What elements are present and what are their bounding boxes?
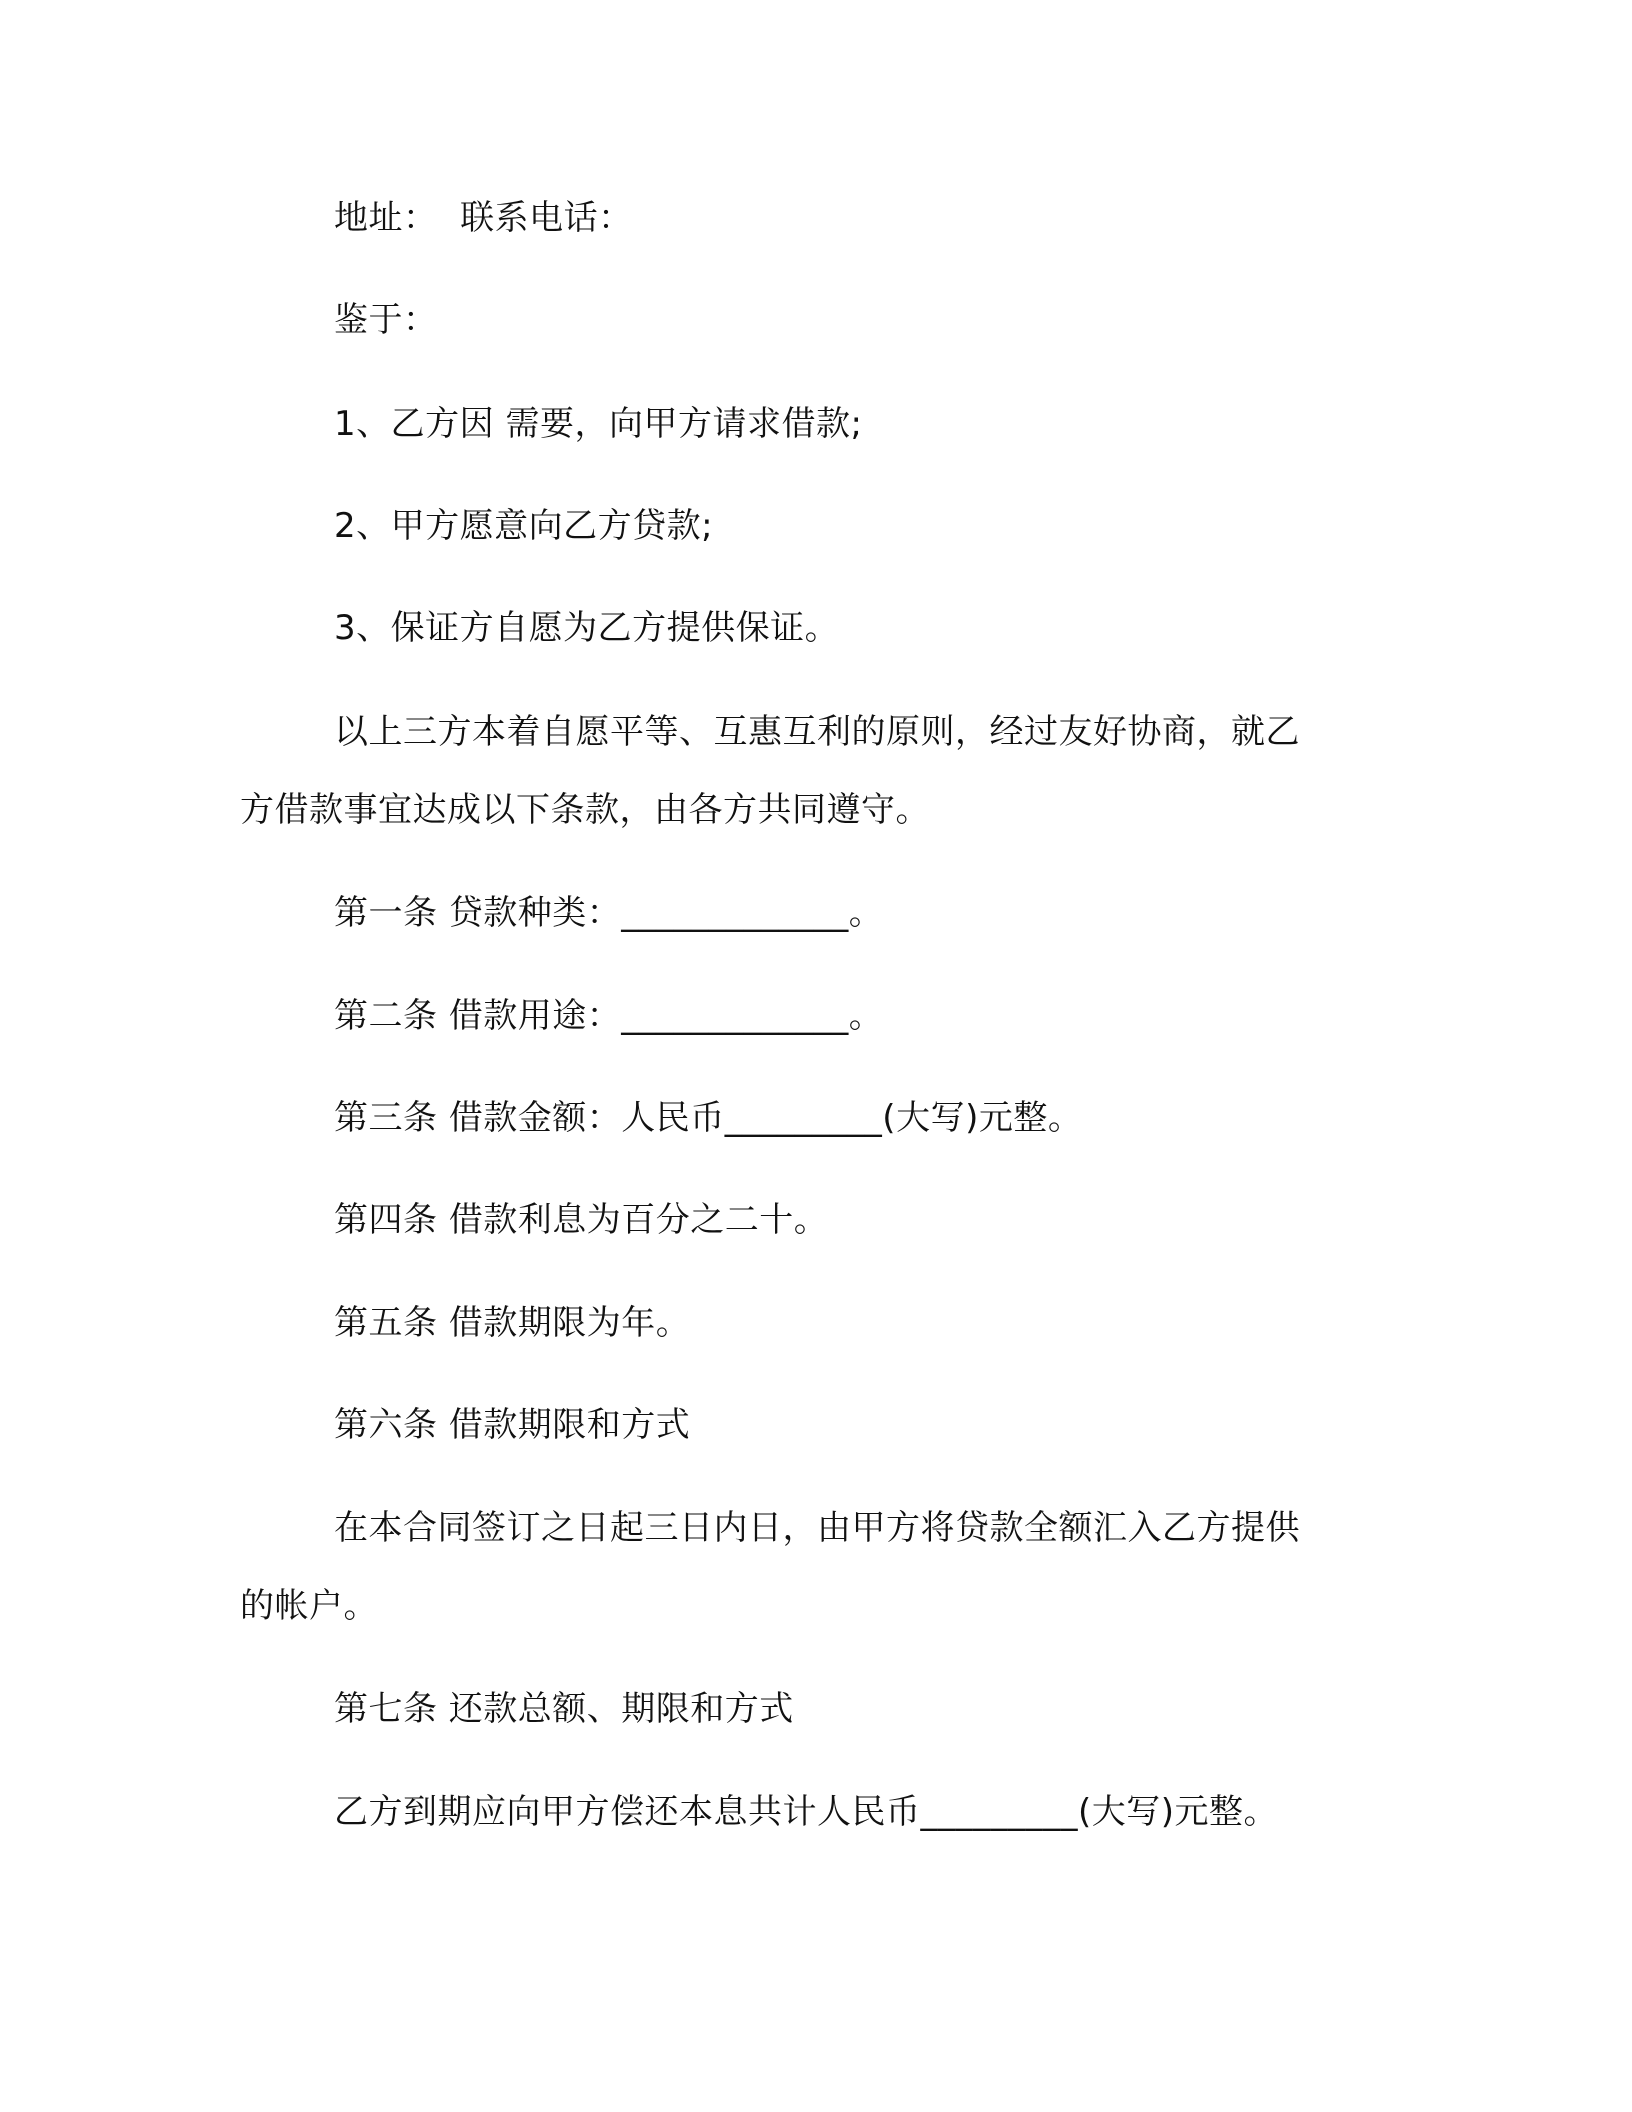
whereas-item-3: 3、保证方自愿为乙方提供保证。: [334, 608, 840, 648]
article-5: 第五条 借款期限为年。: [334, 1303, 691, 1343]
article-7-heading: 第七条 还款总额、期限和方式: [334, 1689, 794, 1729]
article-6-body-line-1: 在本合同签订之日起三日内日，由甲方将贷款全额汇入乙方提供: [334, 1508, 1300, 1548]
article-4: 第四条 借款利息为百分之二十。: [334, 1200, 829, 1240]
address-phone-line: 地址： 联系电话：: [334, 198, 633, 238]
whereas-heading: 鉴于：: [334, 300, 438, 340]
article-7-body: 乙方到期应向甲方偿还本息共计人民币_________(大写)元整。: [334, 1792, 1279, 1832]
article-3: 第三条 借款金额：人民币_________(大写)元整。: [334, 1098, 1083, 1138]
preamble-line-1: 以上三方本着自愿平等、互惠互利的原则，经过友好协商，就乙: [334, 712, 1300, 752]
article-1: 第一条 贷款种类：_____________。: [334, 893, 884, 933]
article-2: 第二条 借款用途：_____________。: [334, 996, 884, 1036]
preamble-line-2: 方借款事宜达成以下条款，由各方共同遵守。: [240, 790, 930, 830]
article-6-heading: 第六条 借款期限和方式: [334, 1405, 691, 1445]
whereas-item-2: 2、甲方愿意向乙方贷款;: [334, 506, 714, 546]
article-6-body-line-2: 的帐户。: [240, 1586, 378, 1626]
whereas-item-1: 1、乙方因 需要，向甲方请求借款;: [334, 404, 863, 444]
